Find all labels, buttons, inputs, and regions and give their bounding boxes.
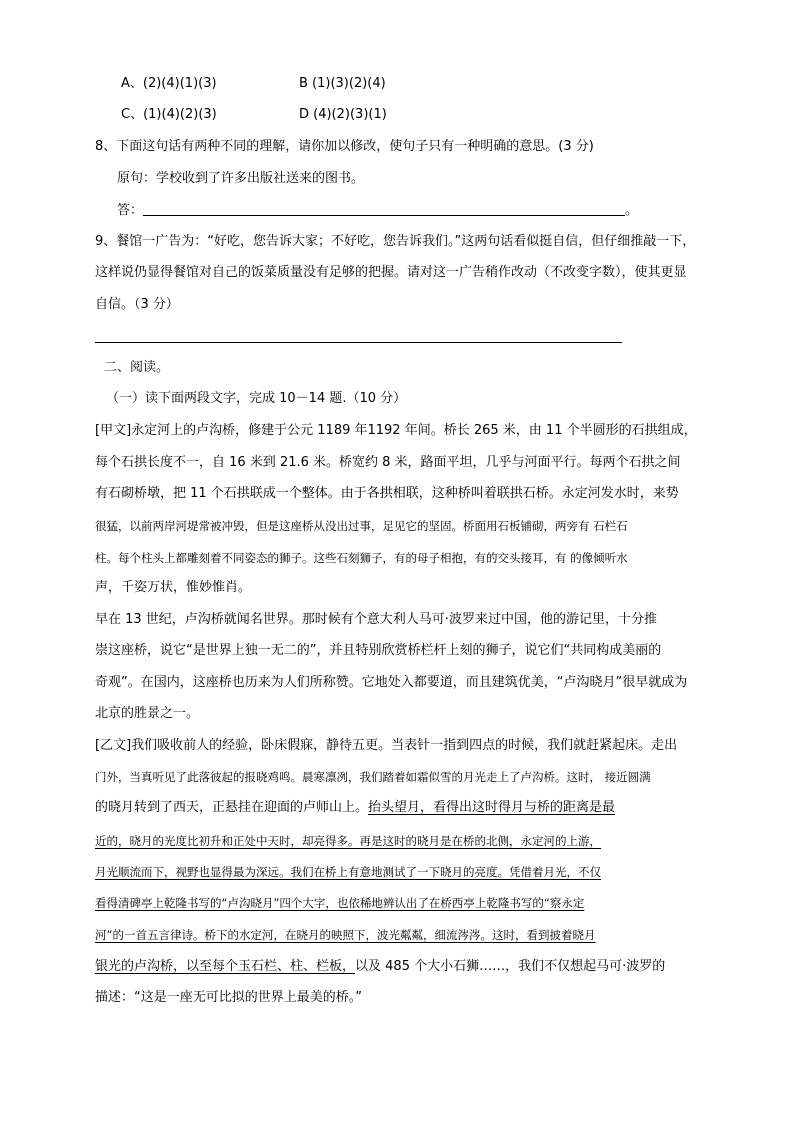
q7-option-c: C、(1)(4)(2)(3)	[121, 107, 217, 122]
passage-a-line: 声，千姿万状，惟妙惟肖。	[95, 580, 252, 595]
passage-b-underlined-line: 月光顺流而下，视野也显得最为深远。我们在桥上有意地测试了一下晓月的亮度。凭借着月光，不仅	[95, 865, 601, 879]
passage-a-line: 北京的胜景之一。	[95, 706, 200, 721]
passage-a-line: 柱。每个柱头上都雕刻着不同姿态的狮子。这些石刻狮子，有的母子相抱，有的交头接耳，有 的像倾听水	[95, 551, 628, 565]
q9-answer-line[interactable]	[95, 342, 622, 343]
passage-a-line: 奇观”。在国内，这座桥也历来为人们所称赞。它地处入都要道，而且建筑优美，“卢沟晓月”很早就成为	[95, 675, 688, 690]
passage-a-line: 每个石拱长度不一，自 16 米到 21.6 米。桥宽约 8 米，路面平坦，几乎与河面平行。每两个石拱之间	[95, 455, 681, 470]
q9-line-2: 这样说仍显得餐馆对自己的饭菜质量没有足够的把握。请对这一广告稍作改动（不改变字数），使其更显	[95, 265, 687, 280]
q7-option-d: D (4)(2)(3)(1)	[299, 107, 387, 122]
q8-answer-end: 。	[625, 203, 639, 218]
q9-line-1: 9、餐馆一广告为：“好吃，您告诉大家；不好吃，您告诉我们。”这两句话看似挺自信，但仔细推敲一下，	[95, 234, 696, 249]
passage-b-line: [乙文]我们吸收前人的经验，卧床假寐，静待五更。当表针一指到四点的时候，我们就赶紧起床。走出	[95, 738, 678, 753]
passage-b-text: 以及 485 个大小石狮……，我们不仅想起马可·波罗的	[355, 959, 666, 974]
q7-option-a: A、(2)(4)(1)(3)	[121, 76, 217, 91]
underlined-text: 银光的卢沟桥，以至每个玉石栏、柱、栏板，	[95, 959, 356, 974]
passage-b-line: 描述：“这是一座无可比拟的世界上最美的桥。”	[95, 990, 362, 1005]
q8-answer-blank[interactable]	[143, 201, 625, 216]
q8-original-sentence: 原句：学校收到了许多出版社送来的图书。	[117, 171, 365, 186]
passage-a-line: 崇这座桥，说它“是世界上独一无二的”，并且特别欣赏桥栏杆上刻的狮子，说它们“共同构成美丽的	[95, 643, 662, 658]
q8-answer-row	[117, 201, 638, 221]
passage-b-underlined-line: 近的，晓月的光度比初升和正处中天时，却亮得多。再是这时的晓月是在桥的北侧，永定河的上游，	[95, 834, 601, 848]
section-heading: 二、阅读。	[104, 360, 170, 375]
passage-b-line: 门外，当真听见了此落彼起的报晓鸡鸣。晨寒凛冽，我们踏着如霜似雪的月光走上了卢沟桥。这时， 接近圆满	[95, 770, 651, 784]
q7-option-b: B (1)(3)(2)(4)	[299, 76, 386, 91]
passage-b-line	[95, 957, 665, 977]
passage-a-line: [甲文]永定河上的卢沟桥，修建于公元 1189 年1192 年间。桥长 265 米，由 11 个半圆形的石拱组成，	[95, 423, 697, 438]
q8-question: 8、下面这句话有两种不同的理解，请你加以修改，使句子只有一种明确的意思。(3 分)	[95, 139, 594, 154]
underlined-text: 抬头望月，看得出这时得月与桥的距离是最	[368, 800, 616, 815]
passage-b-text: 的晓月转到了西天，正悬挂在迎面的卢师山上。	[95, 800, 369, 815]
section-subheading: （一）读下面两段文字，完成 10－14 题.（10 分）	[106, 391, 407, 406]
q8-answer-label: 答：	[117, 203, 144, 218]
passage-b-underlined-line: 河”的一首五言律诗。桥下的水定河，在晓月的映照下，波光粼粼，细流涔涔。这时，看到披着晓月	[95, 928, 596, 942]
passage-b-line	[95, 798, 615, 818]
passage-a-line: 有石砌桥墩，把 11 个石拱联成一个整体。由于各拱相联，这种桥叫着联拱石桥。永定河发水时，来势	[95, 486, 679, 501]
passage-a-line: 很猛，以前两岸河堤常被冲毁，但是这座桥从没出过事，足见它的坚固。桥面用石板铺砌，两旁有 石栏石	[95, 519, 628, 533]
passage-a-line: 早在 13 世纪，卢沟桥就闻名世界。那时候有个意大利人马可·波罗来过中国，他的游记里，十分推	[95, 612, 657, 627]
passage-b-underlined-line: 看得清碑亭上乾隆书写的“卢沟晓月”四个大字，也依稀地辨认出了在桥西亭上乾隆书写的“察永定	[95, 896, 585, 910]
q9-line-3: 自信。（3 分）	[95, 297, 179, 312]
